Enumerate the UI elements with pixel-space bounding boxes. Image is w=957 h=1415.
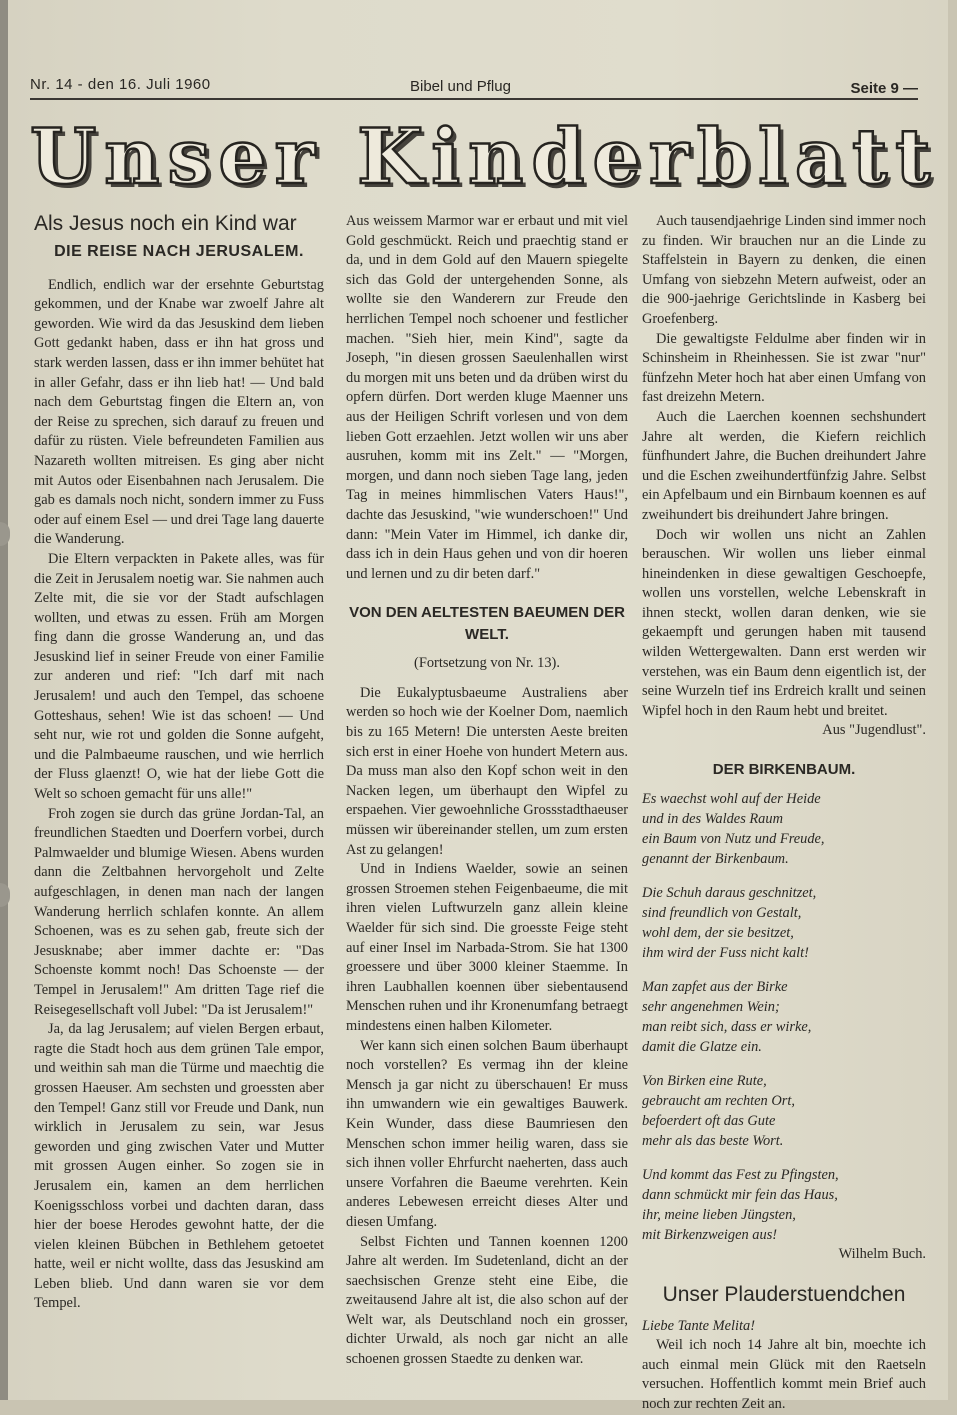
article-title: Als Jesus noch ein Kind war <box>34 212 297 235</box>
paragraph: Auch die Laerchen koennen sechshundert Jahre alt werden, die Kiefern reichlich fünfhundert Jahre, die Buchen dreihundert Jahre und die Eschen zweihundertfünfzig Jahre. Selbst ein Apfelbaum und ein Birnbaum koennen es auf zweihundert bis dreihundert Jahre bringen. <box>642 408 926 523</box>
poem-line: gebraucht am rechten Ort, <box>642 1093 795 1110</box>
poem-stanza <box>642 883 926 963</box>
plauder-title: Unser Plauderstuendchen <box>662 1282 906 1306</box>
column-2 <box>346 212 628 1392</box>
poem-title: DER BIRKENBAUM. <box>712 761 856 779</box>
masthead-title: Unser Kinderblatt <box>30 112 939 201</box>
poem-line: befoerdert oft das Gute <box>642 1113 776 1130</box>
paragraph: Die Eukalyptusbaeume Australiens aber werden so hoch wie der Koelner Dom, naemlich bis zu 165 Metern! Die untersten Aeste breiten sich erst in einer Hoehe von hundert Metern aus. Da muss man also den Kopf schon weit in den Nacken legen, um überhaupt den Wipfel zu erspaehen. Vier gewoehnliche Grossstadthaeuser müssen wir übereinander stellen, um zum ersten Ast zu gelangen! <box>346 684 628 858</box>
letter-salutation: Liebe Tante Melita! <box>642 1317 755 1334</box>
poem-line: ihm wird der Fuss nicht kalt! <box>642 945 809 962</box>
poet-name: Wilhelm Buch. <box>838 1246 926 1263</box>
column-1 <box>34 210 324 1390</box>
poem-line: damit die Glatze ein. <box>642 1039 762 1056</box>
paragraph: Selbst Fichten und Tannen koennen 1200 Jahre alt werden. Im Sudetenland, dicht an der saechsischen Grenze steht eine Eibe, die zweitausend Jahre alt ist, die also schon auf der Welt war, als Deutschland noch ein grosser, dichter Urwald, als noch gar nicht an alle schoenen grossen Staedte zu denken war. <box>346 1233 628 1368</box>
paragraph: Aus weissem Marmor war er erbaut und mit viel Gold geschmückt. Reich und praechtig stand er da, und in dem Gold auf den Mauern spiegelte sich das Gold der untergehenden Sonne, als wollte sie den Wanderern zur Freude den herrlichen Tempel noch schoener und festlicher machen. "Sieh hier, mein Kind", sagte da Joseph, "in diesen grossen Saeulenhallen wirst du morgen mit uns beten und da drüben wirst du opfern dürfen. Dort werden kluge Maenner uns aus der Heiligen Schrift vorlesen und von dem lieben Gott erzaehlen. Jetzt wollen wir uns aber ausruhen, komm mit ins Zelt." — "Morgen, morgen, und dann noch sieben Tage lang, jeden Tag in meines himmlischen Vaters Haus!", dachte das Jesuskind, "wie wunderschoen!" Und dann: "Mein Vater im Himmel, ich danke dir, dass ich in dein Haus gehen und von dir hoeren und lernen und zu dir beten darf." <box>346 213 628 582</box>
paragraph: Auch tausendjaehrige Linden sind immer noch zu finden. Wir brauchen nur an die Linde zu Staffelstein in Bayern zu denken, die einen Umfang von siebzehn Metern aufweist, oder an die 900-jaehrige Gerichtslinde in Kasberg bei Groefenberg. <box>642 213 926 327</box>
poem-line: ihr, meine lieben Jüngsten, <box>642 1207 796 1224</box>
poem-line: wohl dem, der sie besitzet, <box>642 925 794 942</box>
page-header <box>30 72 918 100</box>
poem-line: mit Birkenzweigen aus! <box>642 1227 778 1244</box>
paragraph: Und in Indiens Waelder, sowie an seinen grossen Stroemen stehen Feigenbaeume, die mit ihren vielen Luftwurzeln ganz allein kleine Waelder für sich sind. Die groesste Feige steht auf einer Insel im Narbada-Strom. Sie hat 1300 groessere und über 3000 kleiner Staemme. In ihren Laubhallen koennen über siebentausend Menschen ruhen und ihr Kronenumfang betraegt mindestens einen halben Kilometer. <box>346 861 628 1034</box>
page-number: Seite 9 — <box>850 80 918 97</box>
poem-line: Es waechst wohl auf der Heide <box>642 791 821 808</box>
paper-name: Bibel und Pflug <box>410 78 511 95</box>
poem-line: Und kommt das Fest zu Pfingsten, <box>642 1167 839 1184</box>
paragraph: Weil ich noch 14 Jahre alt bin, moechte ich auch einmal mein Glück mit den Raetseln versuchen. Hoffentlich kommt mein Brief auch noch zur rechten Zeit an. <box>642 1337 926 1412</box>
poem-line: ein Baum von Nutz und Freude, <box>642 831 825 848</box>
poem-stanza <box>642 977 926 1057</box>
poem-line: sind freundlich von Gestalt, <box>642 905 802 922</box>
poem-line: genannt der Birkenbaum. <box>642 851 789 868</box>
source-credit: Aus "Jugendlust". <box>822 722 926 739</box>
paragraph: Die gewaltigste Feldulme aber finden wir in Schinsheim in Rheinhessen. Sie ist zwar "nur" fünfzehn Meter hoch hat aber einen Umfang von fast dreizehn Metern. <box>642 330 926 406</box>
issue-date: Nr. 14 - den 16. Juli 1960 <box>30 76 211 93</box>
poem-line: mehr als das beste Wort. <box>642 1133 784 1150</box>
paragraph: Froh zogen sie durch das grüne Jordan-Tal, an freundlichen Staedten und Doerfern vorbei, durch Palmwaelder und blumige Wiesen. Abens wurden dann die Zeltbahnen hervorgeholt und Zelte aufgeschlagen, in denen man nach der langen Wanderung herrlich schlafen konnte. An allem Schoenen, was es zu sehen gab, freute sich der Jesusknabe; aber immer dachte er: "Das Schoenste kommt noch! Das Schoenste — der Tempel in Jerusalem!" Am dritten Tage rief die Reisegesellschaft voll Jubel: "Da ist Jerusalem!" <box>34 805 324 1018</box>
newspaper-page <box>8 0 948 1412</box>
poem-line: man reibt sich, dass er wirke, <box>642 1019 812 1036</box>
poem-stanza <box>642 789 926 869</box>
section-title: VON DEN AELTESTEN BAEUMEN DER WELT. <box>349 604 625 644</box>
poem-line: Von Birken eine Rute, <box>642 1073 767 1090</box>
paragraph: Ja, da lag Jerusalem; auf vielen Bergen erbaut, ragte die Stadt hoch aus dem grünen Tale empor, und weithin sah man die Türme und maechtig die grossen Haeuser. Am sechsten und groessten aber den Tempel! Ganz still vor Freude und Dank, nun wirklich in Jerusalem zu sein, war Jesus geworden und ging zwischen Vater und Mutter mit grossen Augen einher. So zogen sie in Jerusalem ein, kamen an dem herrlichen Koenigsschloss vorbei und dachten daran, dass hier der boese Herodes gewohnt hatte, der die vielen kleinen Bübchen in Bethlehem getoetet hatte, weil er nicht wollte, dass das Jesuskind am Leben blieb. Und dann waren sie vor dem Tempel. <box>34 1021 324 1312</box>
paragraph: Die Eltern verpackten in Pakete alles, was für die Zeit in Jerusalem noetig war. Sie nahmen auch Zelte mit, die sie vor der Stadt aufschlagen wollten, und etwas zu essen. Früh am Morgen fing dann die grosse Wanderung an, und das Jesuskind lief in seiner Freude von einer Familie zur anderen und rief: "Ich darf mit nach Jerusalem! und auch den Tempel, das schoene Gotteshaus, sehen! Wie ist das schoen! — Und seht nur, wie rot und golden die Sonne aufgeht, und die Palmbaeume rauschen, und wie herrlich der Fluss glaenzt! O, wie hat der liebe Gott die Welt so schoen gemacht für uns alle!" <box>34 550 324 803</box>
poem-line: und in des Waldes Raum <box>642 811 783 828</box>
poem-stanza <box>642 1165 926 1245</box>
binding-edge <box>0 0 8 1400</box>
paragraph: Doch wir wollen uns nicht an Zahlen berauschen. Wir wollen uns lieber einmal hineindenken in diese gewaltigen Geschoepfe, wollen uns vorstellen, welche Lebenskraft in ihnen steckt, wollen daran denken, wie sie gekaempft und gerungen haben mit tausend wilden Wettergewalten. Dann erst werden wir verstehen, was ein Baum denn eigentlich ist, der seine Wurzeln tief ins Erdreich krallt und seinen Wipfel hoch in den Raum hebt und breitet. <box>642 526 926 719</box>
poem-line: Man zapfet aus der Birke <box>642 979 788 996</box>
poem-line: dann schmückt mir fein das Haus, <box>642 1187 838 1204</box>
poem-line: sehr angenehmen Wein; <box>642 999 780 1016</box>
column-3 <box>642 212 926 1412</box>
continuation-note: (Fortsetzung von Nr. 13). <box>414 655 560 672</box>
paragraph: Wer kann sich einen solchen Baum überhaupt noch vorstellen? Es vermag ihn der kleine Mensch ja gar nicht zu überschauen! Er muss ihn umwandern wie ein gewaltiges Bauwerk. Kein Wunder, dass diese Baumriesen den Menschen schon immer heilig waren, dass sie sich ihnen voller Ehrfurcht naeherten, dass auch unsere Vorfahren die Baeume verehrten. Kein anderes Lebewesen erreicht dieses Alter und diesen Umfang. <box>346 1037 628 1230</box>
article-subtitle: DIE REISE NACH JERUSALEM. <box>54 243 304 260</box>
paragraph: Endlich, endlich war der ersehnte Geburtstag gekommen, und der Knabe war zwoelf Jahre alt geworden. Wie wird da das Jesuskind dem lieben Gott gedankt haben, dass er ihn hat gross und stark werden lassen, dass er ihn immer behütet hat in aller Gefahr, dass er ihn lieb hat! — Und bald nach dem Geburtstag fingen die Eltern an, von der Reise zu sprechen, sich darauf zu freuen und dafür zu rüsten. Viele befreundeten Familien aus Nazareth wollten mitreisen. Es ging aber nicht mit Autos oder Eisenbahnen nach Jerusalem. Die gab es damals noch nicht, sondern immer zu Fuss oder auf einem Esel — und drei Tage lang dauerte die Wanderung. <box>34 276 324 548</box>
poem-stanza <box>642 1071 926 1151</box>
poem-line: Die Schuh daraus geschnitzet, <box>642 885 817 902</box>
